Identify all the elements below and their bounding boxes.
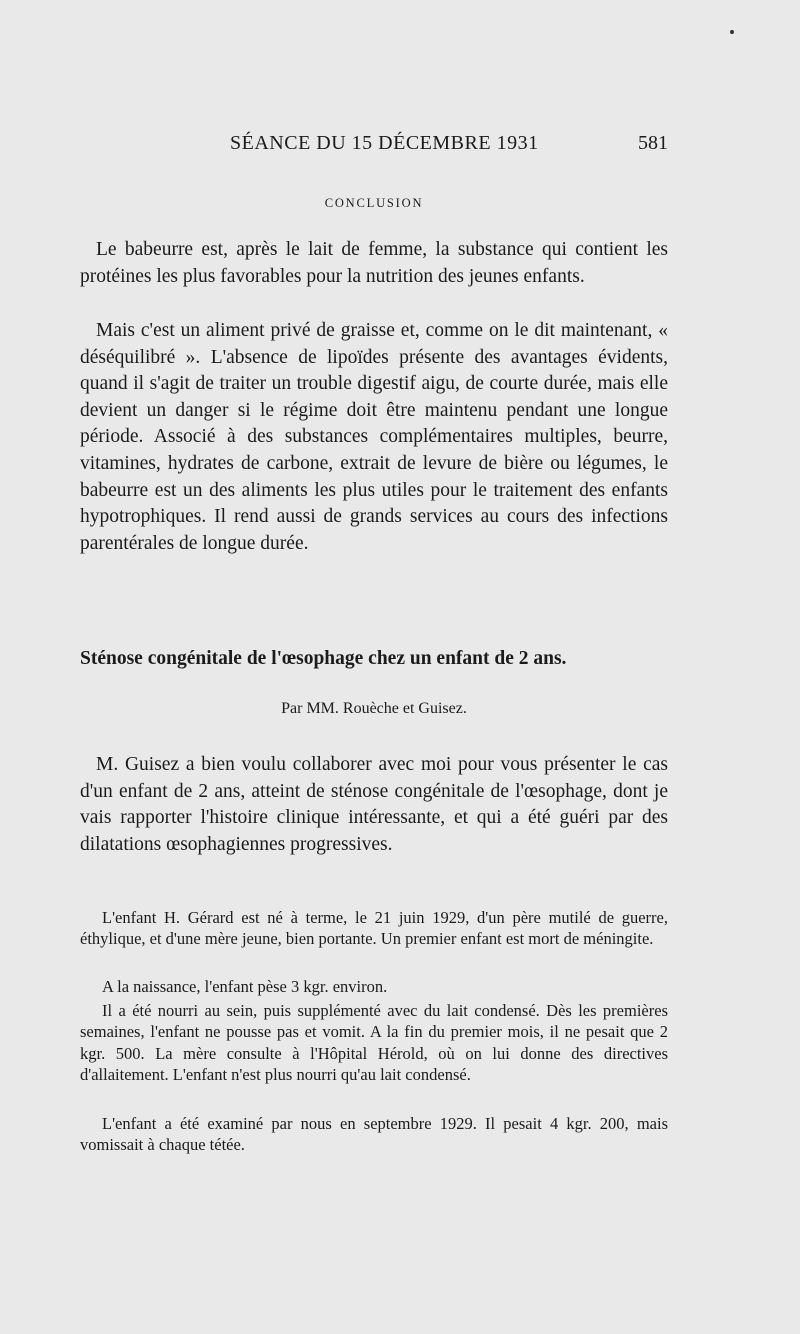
header-title: SÉANCE DU 15 DÉCEMBRE 1931 xyxy=(230,132,539,154)
article-byline: Par MM. Rouèche et Guisez. xyxy=(281,700,467,717)
page-number: 581 xyxy=(638,132,668,154)
case-paragraph-1: L'enfant H. Gérard est né à terme, le 21 juin 1929, d'un père mutilé de guerre, éthylique, et d'une mère jeune, bien portante. Un premier enfant est mort de méningite. xyxy=(80,908,668,949)
conclusion-paragraph-2: Mais c'est un aliment privé de graisse et, comme on le dit maintenant, « déséquilibré ». L'absence de lipoïdes présente des avantages évidents, quand il s'agit de traiter un trouble digestif aigu, de courte durée, mais elle devient un danger si le régime doit être maintenu pendant une longue période. Associé à des substances complémentaires multiples, beurre, vitamines, hydrates de carbone, extrait de levure de bière ou légumes, le babeurre est un des aliments les plus utiles pour le traitement des enfants hypotrophiques. Il rend aussi de grands services au cours des infections parentérales de longue durée. xyxy=(80,320,668,554)
case-paragraph-3: Il a été nourri au sein, puis supplémenté avec du lait condensé. Dès les premières semaines, l'enfant ne pousse pas et vomit. A la fin du premier mois, il ne pesait que 2 kgr. 500. La mère consulte à l'Hôpital Hérold, où on lui donne des directives d'allaitement. L'enfant n'est plus nourri qu'au lait condensé. xyxy=(80,1001,668,1084)
conclusion-heading: CONCLUSION xyxy=(324,196,424,210)
case-paragraph-2: A la naissance, l'enfant pèse 3 kgr. environ. xyxy=(102,977,388,996)
case-paragraph-4: L'enfant a été examiné par nous en septembre 1929. Il pesait 4 kgr. 200, mais vomissait à chaque tétée. xyxy=(80,1114,668,1155)
conclusion-paragraph-1: Le babeurre est, après le lait de femme, la substance qui contient les protéines les plus favorables pour la nutrition des jeunes enfants. xyxy=(80,239,668,287)
article-intro: M. Guisez a bien voulu collaborer avec moi pour vous présenter le cas d'un enfant de 2 ans, atteint de sténose congénitale de l'œsophage, dont je vais rapporter l'histoire clinique intéressante, et qui a été guéri par des dilatations œsophagiennes progressives. xyxy=(80,754,668,855)
article-title: Sténose congénitale de l'œsophage chez un enfant de 2 ans. xyxy=(80,648,567,669)
ink-speck xyxy=(730,30,734,34)
running-header xyxy=(80,128,668,160)
